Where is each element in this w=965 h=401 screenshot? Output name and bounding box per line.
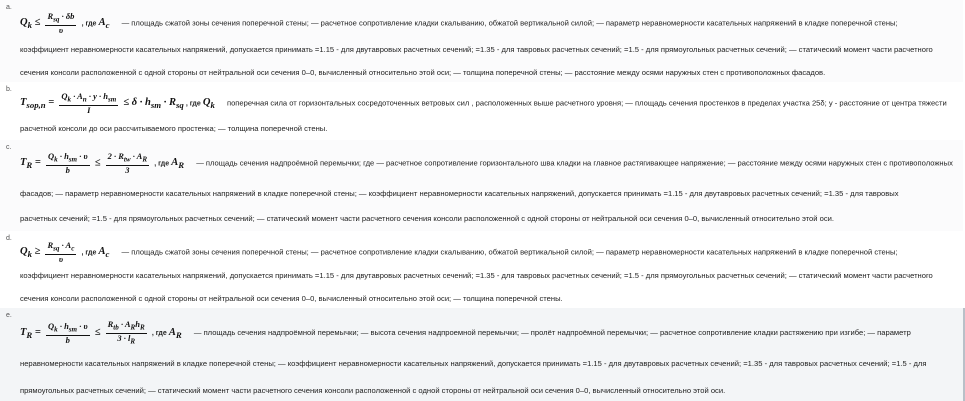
option-letter: e.: [6, 312, 12, 319]
formula-line: $T_R$ = $\frac{Q_k \cdot h_{sm} \cdot \upsilon}{b}$ ≤ $\frac{2 \cdot R_{tw} \cdot A_R}{3}$ , где $A_R$ — площадь сечения надпроёмной перемычки; где — расчетное сопротивление горизонтального шва кладки на главное растягивающее напряжение; — расстояние между осями наружных стен с противоположных: [20, 151, 953, 175]
option-letter: b.: [6, 86, 12, 93]
text-line: коэффициент неравномерности касательных напряжений, допускается принимать =1.15 - для двутавровых расчетных сечений; =1.35 - для тавровых расчетных сечений; =1.5 - для прямоугольных расчетных сечений; — статический момент части расчетного: [20, 271, 933, 280]
formula-line: $T_{sop,n}$ = $\frac{Q_k \cdot A_n \cdot y \cdot h_{sm}}{I}$ ≤ $\delta \cdot h_{sm} \cdot R_{sq}$ , где $Q_k$ поперечная сила от горизонтальных сосредоточенных ветровых сил , расположенных выше расчетного уровня; — площадь сечения простенков в пределах участка 25δ; y - расстояние от центра тяжести: [20, 91, 947, 115]
formula-line: $Q_k$ ≥ $\frac{R_{sq} \cdot A_c}{\upsilon}$ , где $A_c$ — площадь сжатой зоны сечения поперечной стены; — расчетное сопротивление кладки скалыванию, обжатой вертикальной силой; — параметр неравномерности касательных напряжений в кладке поперечной стены;: [20, 240, 898, 264]
answer-option-e[interactable]: [0, 308, 965, 401]
formula-line: $Q_k$ ≤ $\frac{R_{sq} \cdot \delta b}{\upsilon}$ , где $A_c$ — площадь сжатой зоны сечения поперечной стены; — расчетное сопротивление кладки скалыванию, обжатой вертикальной силой; — параметр неравномерности касательных напряжений в кладке поперечной стены;: [20, 11, 898, 35]
text-line: расчетных сечений; =1.5 - для прямоугольных расчетных сечений; — статический момент части расчетного сечения консоли расположенной с одной стороны от нейтральной оси сечения 0–0, вычисленный относительно этой оси.: [20, 214, 834, 223]
option-letter: a.: [6, 4, 12, 11]
answer-option-c[interactable]: [0, 140, 963, 231]
option-letter: c.: [6, 144, 12, 151]
text-line: — площадь сечения надпроёмной перемычки; где — расчетное сопротивление горизонтального шва кладки на главное растягивающее напряжение; — расстояние между осями наружных стен с противоположных: [196, 158, 953, 168]
answer-option-d[interactable]: [0, 231, 963, 308]
option-letter: d.: [6, 235, 12, 242]
formula-line: $T_R$ = $\frac{Q_k \cdot h_{sm} \cdot \upsilon}{b}$ ≤ $\frac{R_{tb} \cdot A_Rh_R}{3 \cdot l_R}$ , где $A_R$ — площадь сечения надпроёмной перемычки; — высота сечения надпроемной перемычки; — пролёт надпроёмной перемычки; — расчетное сопротивление кладки растяжению при изгибе; — параметр: [20, 319, 911, 346]
text-line: фасадов; — параметр неравномерности касательных напряжений в кладке поперечной стены; — коэффициент неравномерности касательных напряжений, допускается принимать =1.15 - для двутавровых расчетных сечений; =1.35 - для тавровых: [20, 189, 899, 198]
text-line: — площадь сечения надпроёмной перемычки; — высота сечения надпроемной перемычки; — пролёт надпроёмной перемычки; — расчетное сопротивление кладки растяжению при изгибе; — параметр: [193, 328, 911, 338]
answer-option-a[interactable]: [0, 0, 963, 82]
text-line: расчетной консоли до оси рассчитываемого простенка; — толщина поперечной стены.: [20, 124, 328, 133]
text-line: сечения консоли расположенной с одной стороны от нейтральной оси сечения 0–0, вычисленный относительно этой оси; — толщина поперечной стены; — расстояние между осями наружных стен с противоположных фасадов.: [20, 68, 826, 77]
text-line: сечения консоли расположенной с одной стороны от нейтральной оси сечения 0–0, вычисленный относительно этой оси; — толщина поперечной стены.: [20, 294, 563, 303]
text-line: коэффициент неравномерности касательных напряжений, допускается принимать =1.15 - для двутавровых расчетных сечений; =1.35 - для тавровых расчетных сечений; =1.5 - для прямоугольных расчетных сечений; — статический момент части расчетного: [20, 45, 933, 54]
text-line: прямоугольных расчетных сечений; — статический момент части расчетного сечения консоли расположенной с одной стороны от нейтральной оси сечения 0–0, вычисленный относительно этой оси.: [20, 386, 726, 395]
text-line: неравномерности касательных напряжений в кладке поперечной стены; — коэффициент неравномерности касательных напряжений, допускается принимать =1.15 - для двутавровых расчетных сечений; =1.35 - для тавровых расчетных сечений; =1.5 - для: [20, 359, 927, 368]
answer-option-b[interactable]: [0, 82, 963, 140]
text-line: поперечная сила от горизонтальных сосредоточенных ветровых сил , расположенных выше расчетного уровня; — площадь сечения простенков в пределах участка 25δ; y - расстояние от центра тяжести: [226, 98, 947, 108]
text-line: — площадь сжатой зоны сечения поперечной стены; — расчетное сопротивление кладки скалыванию, обжатой вертикальной силой; — параметр неравномерности касательных напряжений в кладке поперечной стены;: [121, 18, 898, 28]
text-line: — площадь сжатой зоны сечения поперечной стены; — расчетное сопротивление кладки скалыванию, обжатой вертикальной силой; — параметр неравномерности касательных напряжений в кладке поперечной стены;: [121, 247, 898, 257]
